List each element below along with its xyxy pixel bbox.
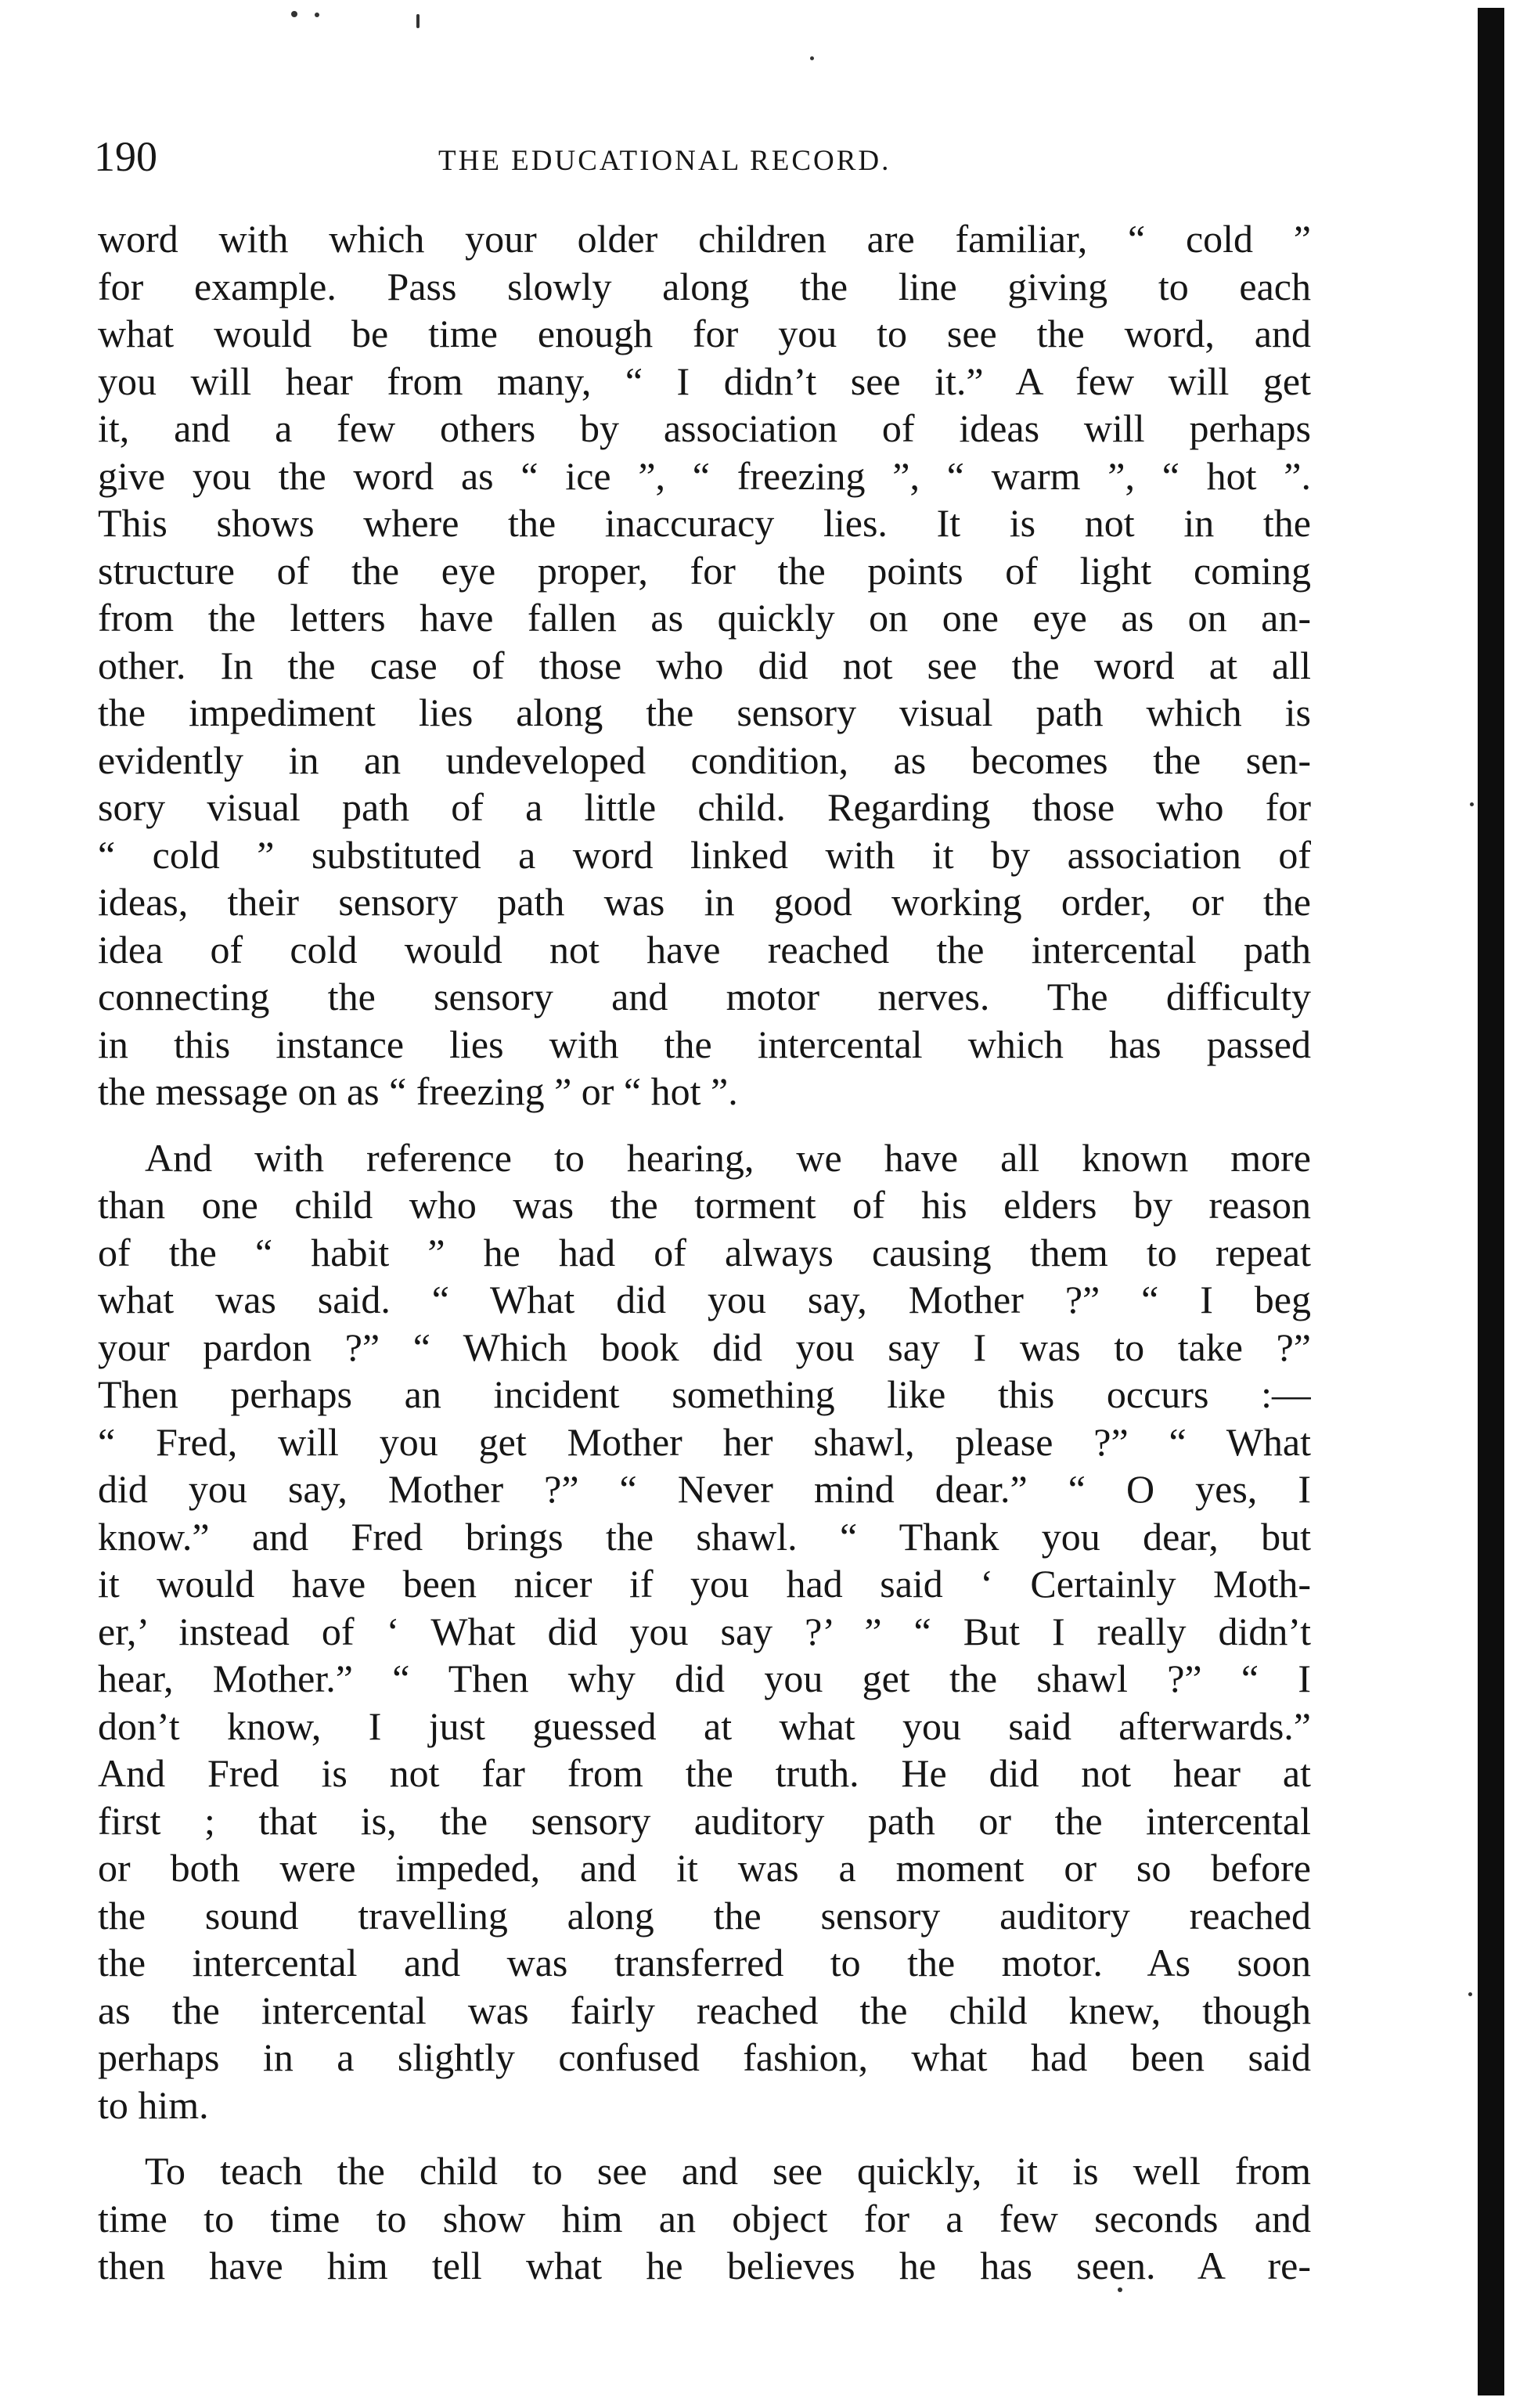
text-line: of the “ habit ” he had of always causing them to repeat xyxy=(98,1230,1311,1274)
text-line: “ cold ” substituted a word linked with it by association of xyxy=(98,832,1311,877)
text-line: structure of the eye proper, for the points of light coming xyxy=(98,548,1311,593)
text-line: it would have been nicer if you had said ‘ Certainly Moth- xyxy=(98,1562,1311,1606)
text-line: what would be time enough for you to see the word, and xyxy=(98,312,1311,355)
text-line: the impediment lies along the sensory visual path which is xyxy=(98,690,1311,734)
text-line: the sound travelling along the sensory auditory reached xyxy=(98,1893,1311,1938)
text-line: give you the word as “ ice ”, “ freezing ”, “ warm ”, “ hot ”. xyxy=(98,453,1311,498)
text-line: don’t know, I just guessed at what you said afterwards.” xyxy=(98,1703,1311,1748)
text-line: This shows where the inaccuracy lies. It is not in the xyxy=(98,501,1311,545)
paragraph-gap xyxy=(98,1116,1311,1134)
text-line: in this instance lies with the intercental which has passed xyxy=(98,1022,1311,1066)
text-line: than one child who was the torment of his elders by reason xyxy=(98,1183,1311,1227)
text-line: ideas, their sensory path was in good working order, or the xyxy=(98,880,1311,924)
body-text xyxy=(98,215,1311,2290)
ink-speck xyxy=(810,56,814,60)
text-line: what was said. “ What did you say, Mother ?” “ I beg xyxy=(98,1278,1311,1321)
text-line: other. In the case of those who did not see the word at all xyxy=(98,643,1311,687)
ink-speck xyxy=(1468,1992,1472,1996)
text-line: from the letters have fallen as quickly on one eye as on an- xyxy=(98,596,1311,640)
ink-speck xyxy=(291,11,297,17)
page-edge-shadow xyxy=(1478,8,1504,2395)
text-line: as the intercental was fairly reached the child knew, though xyxy=(98,1988,1311,2032)
text-line: time to time to show him an object for a few seconds and xyxy=(98,2196,1311,2240)
text-line: “ Fred, will you get Mother her shawl, please ?” “ What xyxy=(98,1419,1311,1464)
text-line: first ; that is, the sensory auditory path or the intercental xyxy=(98,1798,1311,1843)
text-line: it, and a few others by association of ideas will perhaps xyxy=(98,406,1311,450)
text-line: And with reference to hearing, we have all known more xyxy=(145,1135,1311,1180)
text-line: hear, Mother.” “ Then why did you get the shawl ?” “ I xyxy=(98,1656,1311,1700)
paragraph xyxy=(98,215,1311,1116)
text-line: the intercental and was transferred to the motor. As soon xyxy=(98,1941,1311,1984)
text-line: you will hear from many, “ I didn’t see it.” A few will get xyxy=(98,359,1311,403)
page-number: 190 xyxy=(94,133,157,180)
text-line: And Fred is not far from the truth. He did not hear at xyxy=(98,1751,1311,1795)
ink-speck xyxy=(1470,802,1474,806)
text-line: your pardon ?” “ Which book did you say I was to take ?” xyxy=(98,1325,1311,1369)
text-line: perhaps in a slightly confused fashion, what had been said xyxy=(98,2035,1311,2079)
text-line: to him. xyxy=(98,2082,209,2127)
text-line: the message on as “ freezing ” or “ hot ”. xyxy=(98,1069,738,1113)
text-line: connecting the sensory and motor nerves. The difficulty xyxy=(98,975,1311,1018)
paragraph xyxy=(98,2147,1311,2290)
text-line: To teach the child to see and see quickly, it is well from xyxy=(145,2149,1311,2193)
text-line: know.” and Fred brings the shawl. “ Thank you dear, but xyxy=(98,1514,1311,1559)
text-line: evidently in an undeveloped condition, as becomes the sen- xyxy=(98,737,1311,782)
text-line: idea of cold would not have reached the intercental path xyxy=(98,927,1311,971)
page-header xyxy=(94,125,1331,188)
text-line: sory visual path of a little child. Regarding those who for xyxy=(98,785,1311,829)
text-line: did you say, Mother ?” “ Never mind dear.” “ O yes, I xyxy=(98,1467,1311,1511)
ink-speck xyxy=(315,13,319,17)
text-line: then have him tell what he believes he has seen. A re- xyxy=(98,2244,1311,2287)
text-line: for example. Pass slowly along the line giving to each xyxy=(98,264,1311,308)
text-line: Then perhaps an incident something like this occurs :— xyxy=(98,1372,1311,1416)
paragraph xyxy=(98,1134,1311,2129)
running-head: THE EDUCATIONAL RECORD. xyxy=(438,145,891,177)
text-line: word with which your older children are familiar, “ cold ” xyxy=(98,217,1311,261)
text-line: er,’ instead of ‘ What did you say ?’ ” “ But I really didn’t xyxy=(98,1609,1311,1653)
text-line: or both were impeded, and it was a moment or so before xyxy=(98,1846,1311,1890)
ink-speck xyxy=(416,14,420,28)
paragraph-gap xyxy=(98,2129,1311,2147)
